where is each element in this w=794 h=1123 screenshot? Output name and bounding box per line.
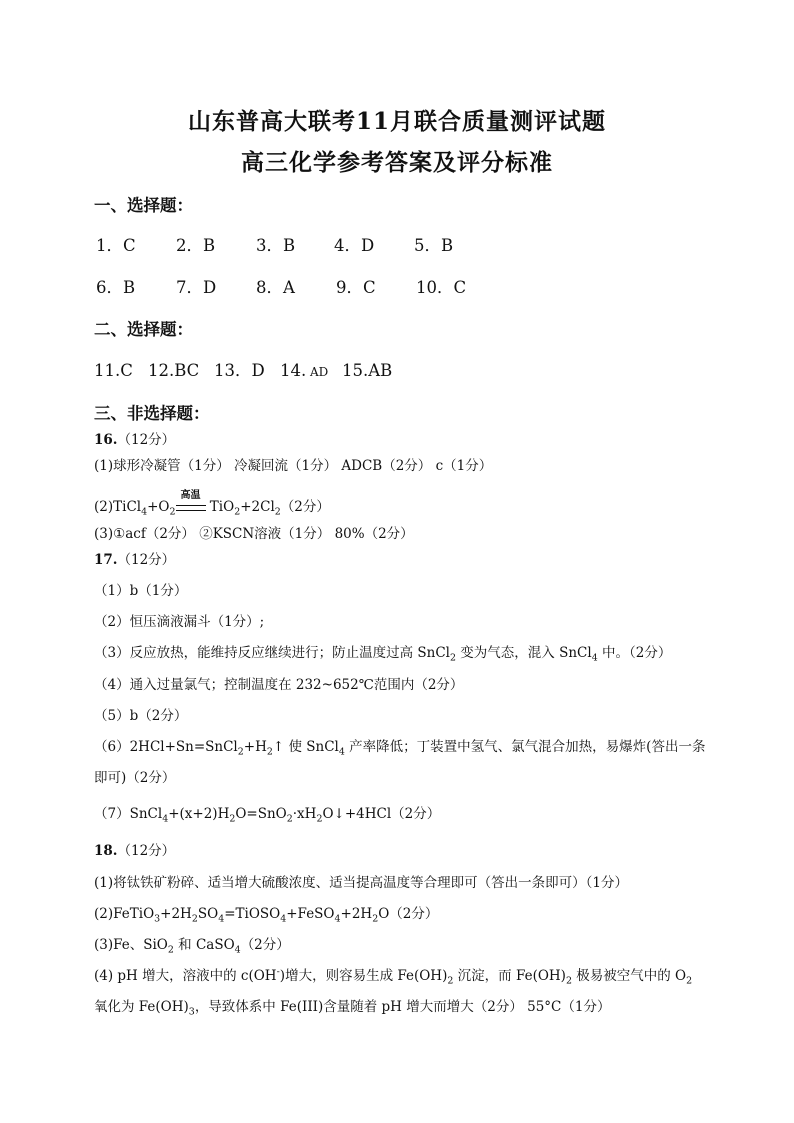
q18-line-3 <box>94 937 290 956</box>
answer-12: 12.BC <box>148 361 200 380</box>
text-fragment: （2分） <box>240 937 290 953</box>
text-fragment: 2 <box>449 652 456 664</box>
q17-line-2: （2）恒压滴液漏斗（1分）; <box>94 614 265 630</box>
text-fragment: )增大，则容易生成 Fe(OH) <box>279 968 448 984</box>
text-fragment: 4 <box>280 913 287 925</box>
text-fragment: 2 <box>372 913 379 925</box>
text-fragment: 4 <box>334 913 341 925</box>
text-fragment: 2 <box>191 913 198 925</box>
answer-4: 4．D <box>334 236 375 255</box>
text-fragment: ·xH <box>292 806 317 822</box>
text-fragment: +FeSO <box>286 906 335 922</box>
answer-1: 1．C <box>96 236 136 255</box>
q17-line-6-cont: 即可)（2分） <box>94 770 176 786</box>
q16-line-2 <box>94 490 330 518</box>
text-fragment: ↑ 使 SnCl <box>272 739 339 755</box>
text-fragment: 变为气态，混入 SnCl <box>456 645 592 661</box>
text-fragment: 2 <box>229 813 236 825</box>
text-fragment: (2)FeTiO <box>94 906 155 922</box>
text-fragment: （12分） <box>117 552 176 568</box>
text-fragment: 3 <box>154 913 161 925</box>
answer-15: 15.AB <box>342 361 393 380</box>
text-fragment: +H <box>243 739 267 755</box>
q16-line-3: (3)①acf（2分） ②KSCN溶液（1分） 80%（2分） <box>94 526 414 542</box>
text-fragment: +2H <box>340 906 373 922</box>
text-fragment: (3)Fe、SiO <box>94 937 168 953</box>
answer-5: 5．B <box>414 236 454 255</box>
q17-line-3 <box>94 645 672 664</box>
reaction-condition-arrow <box>176 490 206 511</box>
text-fragment: 2 <box>274 506 281 518</box>
text-fragment: 高温 <box>180 490 201 501</box>
answer-row-1 <box>96 232 453 256</box>
answer-7: 7．D <box>176 278 217 297</box>
text-fragment: 产率降低；丁装置中氢气、氯气混合加热，易爆炸(答出一条 <box>344 739 706 755</box>
q17-line-1: （1）b（1分） <box>94 583 188 599</box>
q16-header <box>94 432 175 448</box>
text-fragment: SO <box>197 906 219 922</box>
text-fragment: 2 <box>169 506 176 518</box>
answer-10: 10．C <box>416 278 467 297</box>
text-fragment: (4) pH 增大，溶液中的 c(OH <box>94 968 277 984</box>
section-heading-3: 三、非选择题： <box>94 404 210 423</box>
text-fragment: （6）2HCl+Sn=SnCl <box>94 739 238 755</box>
answer-row-2 <box>96 274 466 298</box>
text-fragment: （12分） <box>117 843 176 859</box>
q18-line-4 <box>94 966 693 987</box>
text-fragment: =TiOSO <box>224 906 281 922</box>
text-fragment: 2 <box>316 813 323 825</box>
answer-row-3 <box>94 357 392 381</box>
text-fragment: 2 <box>686 975 693 987</box>
text-fragment: 和 CaSO <box>173 937 235 953</box>
text-fragment: 2 <box>237 746 244 758</box>
text-fragment: 4 <box>591 652 598 664</box>
text-fragment: 2 <box>447 975 454 987</box>
text-fragment: 2 <box>167 944 174 956</box>
text-fragment: ，导致体系中 Fe(III)含量随着 pH 增大而增大（2分） 55°C（1分） <box>194 999 611 1015</box>
q18-line-5 <box>94 999 611 1018</box>
document-title: 山东普高大联考11月联合质量测评试题 <box>187 108 606 135</box>
answer-8: 8．A <box>256 278 295 297</box>
q16-line-1: (1)球形冷凝管（1分） 冷凝回流（1分） ADCB（2分） c（1分） <box>94 458 493 474</box>
text-fragment: 3 <box>188 1006 195 1018</box>
answer-14-value: AD <box>310 365 329 379</box>
text-fragment: 2 <box>234 506 241 518</box>
text-fragment: （7）SnCl <box>94 806 163 822</box>
q18-line-2 <box>94 906 439 925</box>
q17-line-5: （5）b（2分） <box>94 708 188 724</box>
text-fragment: O=SnO <box>235 806 287 822</box>
q17-line-7 <box>94 806 441 825</box>
q18-header <box>94 843 175 859</box>
text-fragment: (2)TiCl <box>94 499 142 515</box>
text-fragment: （3）反应放热，能维持反应继续进行；防止温度过高 SnCl <box>94 645 450 661</box>
text-fragment: - <box>276 966 280 978</box>
text-fragment: 沉淀，而 Fe(OH) <box>453 968 566 984</box>
answer-3: 3．B <box>256 236 296 255</box>
q17-line-6 <box>94 739 706 758</box>
text-fragment: 16. <box>94 432 118 448</box>
q18-line-1: (1)将钛铁矿粉碎、适当增大硫酸浓度、适当提高温度等合理即可（答出一条即可）（1分） <box>94 875 628 891</box>
text-fragment: （2分） <box>280 499 330 515</box>
text-fragment: 2 <box>286 813 293 825</box>
section-heading-1: 一、选择题： <box>94 196 193 215</box>
text-fragment: TiO <box>205 499 235 515</box>
answer-14-label: 14. <box>280 361 307 380</box>
q17-header <box>94 552 175 568</box>
text-fragment: 极易被空气中的 O <box>571 968 687 984</box>
text-fragment: 17. <box>94 552 118 568</box>
answer-6: 6．B <box>96 278 136 297</box>
answer-2: 2．B <box>176 236 216 255</box>
text-fragment: 4 <box>162 813 169 825</box>
answer-11: 11.C <box>94 361 133 380</box>
text-fragment: 中。（2分） <box>597 645 672 661</box>
text-fragment: +2Cl <box>240 499 275 515</box>
text-fragment: 18. <box>94 843 118 859</box>
text-fragment: 2 <box>266 746 273 758</box>
text-fragment: 4 <box>338 746 345 758</box>
text-fragment: 氧化为 Fe(OH) <box>94 999 189 1015</box>
text-fragment: +2H <box>160 906 192 922</box>
text-fragment: O↓+4HCl（2分） <box>322 806 441 822</box>
text-fragment: 4 <box>218 913 225 925</box>
section-heading-2: 二、选择题： <box>94 320 193 339</box>
text-fragment: （12分） <box>117 432 176 448</box>
answer-13: 13．D <box>214 361 265 380</box>
document-subtitle: 高三化学参考答案及评分标准 <box>241 149 553 176</box>
text-fragment: +O <box>147 499 170 515</box>
q17-line-4: （4）通入过量氯气；控制温度在 232~652℃范围内（2分） <box>94 677 464 693</box>
text-fragment: +(x+2)H <box>168 806 230 822</box>
text-fragment: O（2分） <box>378 906 439 922</box>
text-fragment: 4 <box>234 944 241 956</box>
answer-9: 9．C <box>336 278 376 297</box>
text-fragment: 4 <box>141 506 148 518</box>
text-fragment: 2 <box>565 975 572 987</box>
